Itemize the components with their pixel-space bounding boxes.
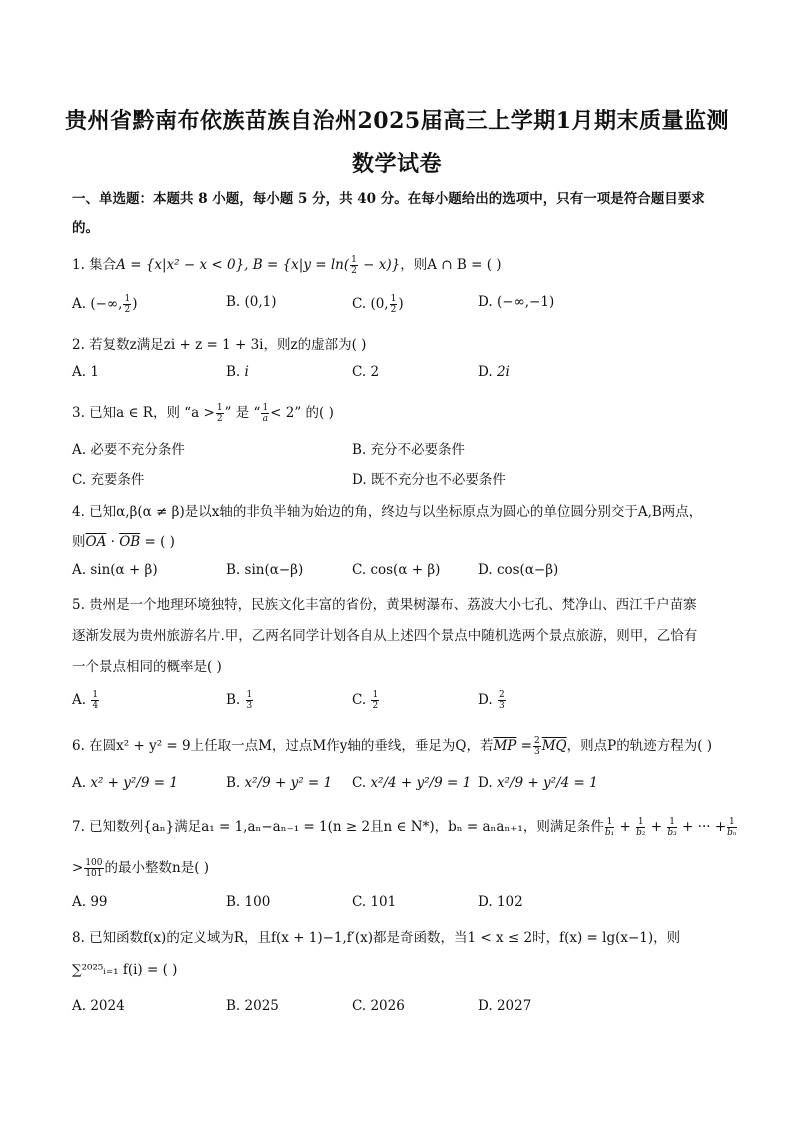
question-8-stem-cont: ∑²⁰²⁵ᵢ₌₁ f(i) = ( ) [72,962,178,978]
question-3-option-b[interactable]: B. 充分不必要条件 [352,442,466,458]
question-5-stem-end: 一个景点相同的概率是( ) [72,659,222,675]
question-3-option-d[interactable]: D. 既不充分也不必要条件 [352,472,506,488]
question-4-stem-cont: 则$\overline{OA} \cdot \overline{OB}$ = ( ) [72,534,175,550]
question-6-option-c[interactable]: C. x²/4 + y²/9 = 1 [352,775,472,791]
question-2-option-b[interactable]: B. i [226,364,249,380]
question-7-option-a[interactable]: A. 99 [72,894,108,910]
question-8-stem: 8. 已知函数f(x)的定义域为R，且f(x + 1)−1,f′(x)都是奇函数，当1 < x ≤ 2时，f(x) = lg(x−1)，则 [72,930,681,946]
question-1-stem: 1. 集合A = {x|x² − x < 0}, B = {x|y = ln( $\frac{1}{2}$ − x)}，则A ∩ B = ( ) [72,255,502,276]
question-2-stem: 2. 若复数z满足zi + z = 1 + 3i，则z的虚部为( ) [72,337,367,353]
question-1-option-b[interactable]: B. (0,1) [226,294,277,310]
question-1-option-d[interactable]: D. (−∞,−1) [478,294,555,310]
question-7-stem: 7. 已知数列{aₙ}满足a₁ = 1,aₙ−aₙ₋₁ = 1(n ≥ 2且n ∈ N*)，bₙ = aₙaₙ₊₁，则满足条件 $\frac{1}{\text{b₁}}$ + $\frac{1}{\text{b₂}}$ + $\frac{1}{\text{b₃}}$ + ··· + $\frac{1}{\text{bₙ}}$ [72,817,737,838]
question-7-stem-cont: > $\frac{100}{101}$ 的最小整数n是( ) [72,858,210,879]
question-5-option-d[interactable]: D. $\frac{2}{3}$ [478,690,505,711]
question-2-option-c[interactable]: C. 2 [352,364,380,380]
question-6-option-b[interactable]: B. x²/9 + y² = 1 [226,775,333,791]
exam-title: 贵州省黔南布依族苗族自治州2025届高三上学期1月期末质量监测 [64,108,730,134]
question-2-option-a[interactable]: A. 1 [72,364,99,380]
question-7-option-d[interactable]: D. 102 [478,894,523,910]
question-6-option-d[interactable]: D. x²/9 + y²/4 = 1 [478,775,598,791]
question-6-stem: 6. 在圆x² + y² = 9上任取一点M，过点M作y轴的垂线，垂足为Q，若$\overline{MP}$ = $\frac{2}{3}$ $\overline{MQ}$，则点P的轨迹方程为( ) [72,736,713,757]
question-4-option-c[interactable]: C. cos(α + β) [352,562,441,578]
question-5-stem: 5. 贵州是一个地理环境独特，民族文化丰富的省份，黄果树瀑布、荔波大小七孔、梵净山、西江千户苗寨 [72,597,697,613]
question-7-option-b[interactable]: B. 100 [226,894,271,910]
question-4-option-b[interactable]: B. sin(α−β) [226,562,304,578]
question-6-option-a[interactable]: A. x² + y²/9 = 1 [72,775,178,791]
question-4-stem: 4. 已知α,β(α ≠ β)是以x轴的非负半轴为始边的角，终边与以坐标原点为圆心的单位圆分别交于A,B两点， [72,504,703,520]
question-4-option-a[interactable]: A. sin(α + β) [72,562,158,578]
question-8-option-b[interactable]: B. 2025 [226,998,279,1014]
question-7-option-c[interactable]: C. 101 [352,894,397,910]
question-1-option-a[interactable]: A. (−∞, $\frac{1}{2}$ ) [72,294,138,315]
question-3-stem: 3. 已知a ∈ R，则 “a > $\frac{1}{2}$ ” 是 “ $\frac{1}{a}$ < 2” 的( ) [72,403,334,424]
question-8-option-c[interactable]: C. 2026 [352,998,405,1014]
question-5-option-b[interactable]: B. $\frac{1}{3}$ [226,690,253,711]
question-8-option-a[interactable]: A. 2024 [72,998,125,1014]
question-4-option-d[interactable]: D. cos(α−β) [478,562,559,578]
section-header-cont: 的。 [72,220,99,236]
exam-subtitle: 数学试卷 [351,151,442,177]
question-1-option-c[interactable]: C. (0, $\frac{1}{2}$ ) [352,294,404,315]
section-header: 一、单选题：本题共 8 小题，每小题 5 分，共 40 分。在每小题给出的选项中，只有一项是符合题目要求 [72,191,705,207]
question-5-option-a[interactable]: A. $\frac{1}{4}$ [72,690,99,711]
question-5-stem-cont: 逐渐发展为贵州旅游名片.甲，乙两名同学计划各自从上述四个景点中随机选两个景点旅游，则甲，乙恰有 [72,628,698,644]
question-5-option-c[interactable]: C. $\frac{1}{2}$ [352,690,379,711]
question-8-option-d[interactable]: D. 2027 [478,998,532,1014]
question-2-option-d[interactable]: D. 2i [478,364,510,380]
question-3-option-a[interactable]: A. 必要不充分条件 [72,442,185,458]
question-3-option-c[interactable]: C. 充要条件 [72,472,145,488]
